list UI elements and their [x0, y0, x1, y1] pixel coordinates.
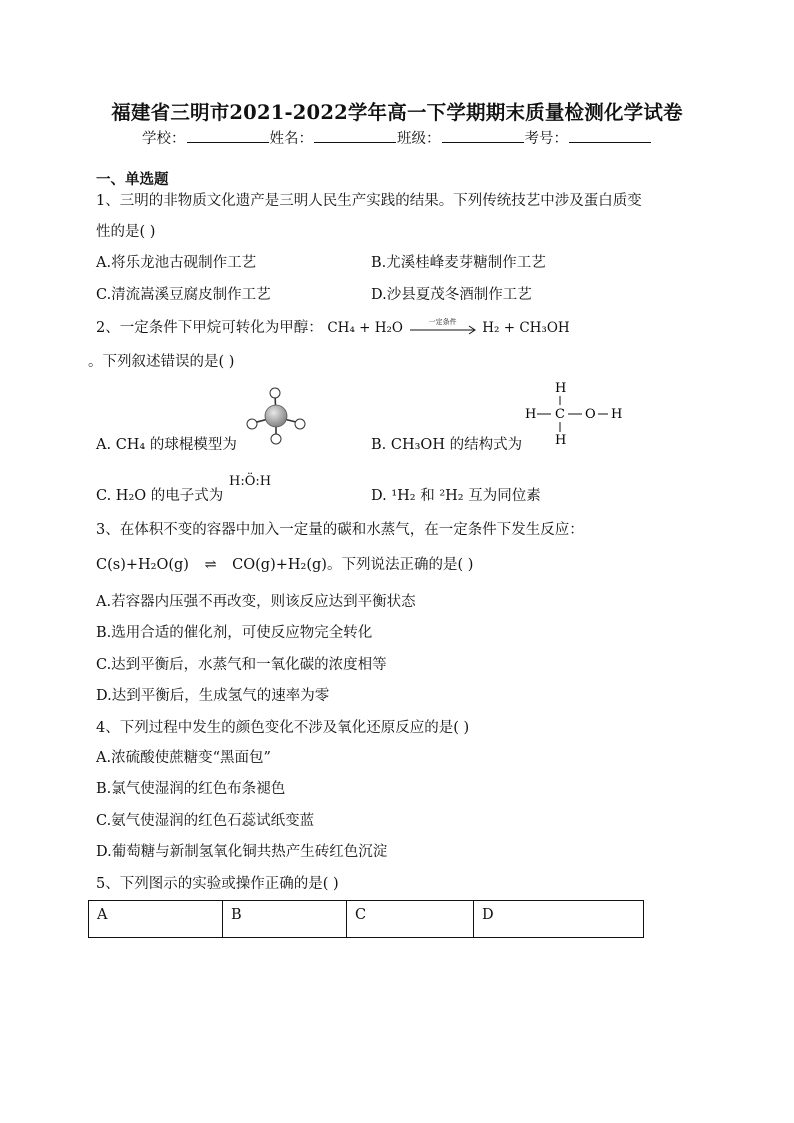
q3-option-b: B.选用合适的催化剂，可使反应物完全转化 [96, 625, 373, 641]
q1-option-b: B.尤溪桂峰麦芽糖制作工艺 [371, 255, 546, 271]
school-blank[interactable] [187, 128, 269, 143]
q5-cell-d: D [474, 901, 644, 938]
struct-h-top: H [555, 381, 567, 396]
methanol-structural-formula [522, 380, 626, 452]
q2-option-c: C. H₂O 的电子式为 [96, 488, 224, 504]
q3-stem-tail: 。下列说法正确的是( ) [326, 557, 474, 573]
equilibrium-arrow-icon: ⇌ [204, 557, 217, 573]
q1-option-a: A.将乐龙池古砚制作工艺 [96, 255, 257, 271]
q4-option-b: B.氯气使湿润的红色布条褪色 [96, 781, 286, 797]
q2-stem-line1 [96, 316, 570, 337]
q3-stem-line1: 3、在体积不变的容器中加入一定量的碳和水蒸气，在一定条件下发生反应： [96, 522, 584, 538]
q3-option-d: D.达到平衡后，生成氢气的速率为零 [96, 688, 330, 704]
q5-cell-a: A [89, 901, 223, 938]
q4-option-d: D.葡萄糖与新制氢氧化铜共热产生砖红色沉淀 [96, 844, 388, 860]
q1-stem-line2: 性的是( ) [96, 224, 156, 240]
q2-eq-condition: 一定条件 [428, 318, 457, 326]
q5-stem: 5、下列图示的实验或操作正确的是( ) [96, 876, 339, 892]
struct-o: O [585, 407, 596, 422]
q4-option-c: C.氨气使湿润的红色石蕊试纸变蓝 [96, 813, 315, 829]
q3-option-a: A.若容器内压强不再改变，则该反应达到平衡状态 [96, 594, 416, 610]
q2-option-b: B. CH₃OH 的结构式为 [371, 437, 523, 453]
q3-eq-left: C(s)+H₂O(g) [96, 557, 189, 573]
section-heading: 一、单选题 [96, 171, 169, 188]
q4-stem: 4、下列过程中发生的颜色变化不涉及氧化还原反应的是( ) [96, 720, 470, 736]
q2-option-d: D. ¹H₂ 和 ²H₂ 互为同位素 [371, 488, 541, 504]
q1-option-c: C.清流嵩溪豆腐皮制作工艺 [96, 287, 271, 303]
page-title: 福建省三明市2021-2022学年高一下学期期末质量检测化学试卷 [111, 101, 683, 124]
number-label: 考号： [524, 131, 568, 147]
class-blank[interactable] [442, 128, 524, 143]
q1-option-d: D.沙县夏茂冬酒制作工艺 [371, 287, 532, 303]
table-row [89, 901, 644, 938]
reaction-arrow-icon [408, 323, 478, 337]
number-blank[interactable] [569, 128, 651, 143]
q4-option-a: A.浓硫酸使蔗糖变“黑面包” [96, 750, 271, 766]
struct-h-right: H [611, 407, 623, 422]
q1-stem-line1: 1、三明的非物质文化遗产是三明人民生产实践的结果。下列传统技艺中涉及蛋白质变 [96, 193, 642, 209]
name-label: 姓名： [269, 131, 313, 147]
q3-option-c: C.达到平衡后，水蒸气和一氧化碳的浓度相等 [96, 657, 387, 673]
q5-cell-b: B [223, 901, 347, 938]
q2-option-a: A. CH₄ 的球棍模型为 [96, 437, 237, 453]
water-electron-formula: H:Ö:H [229, 474, 272, 489]
name-blank[interactable] [314, 128, 396, 143]
q2-eq-left: CH₄ + H₂O [327, 320, 404, 336]
struct-c: C [555, 407, 565, 422]
school-label: 学校： [142, 131, 186, 147]
q2-prefix: 2、一定条件下甲烷可转化为甲醇： [96, 320, 323, 336]
student-info-line [0, 127, 794, 148]
q3-eq-right: CO(g)+H₂(g) [232, 557, 327, 573]
q5-cell-c: C [347, 901, 474, 938]
q3-stem-line2 [96, 553, 473, 574]
struct-h-left: H [525, 407, 537, 422]
methane-ball-stick-icon [245, 384, 307, 446]
q2-stem-line2: 。下列叙述错误的是( ) [88, 354, 235, 370]
q2-eq-arrow [408, 318, 478, 335]
q2-eq-right: H₂ + CH₃OH [482, 320, 570, 336]
class-label: 班级： [397, 131, 441, 147]
struct-h-bottom: H [555, 433, 567, 448]
q5-options-table [88, 900, 644, 938]
